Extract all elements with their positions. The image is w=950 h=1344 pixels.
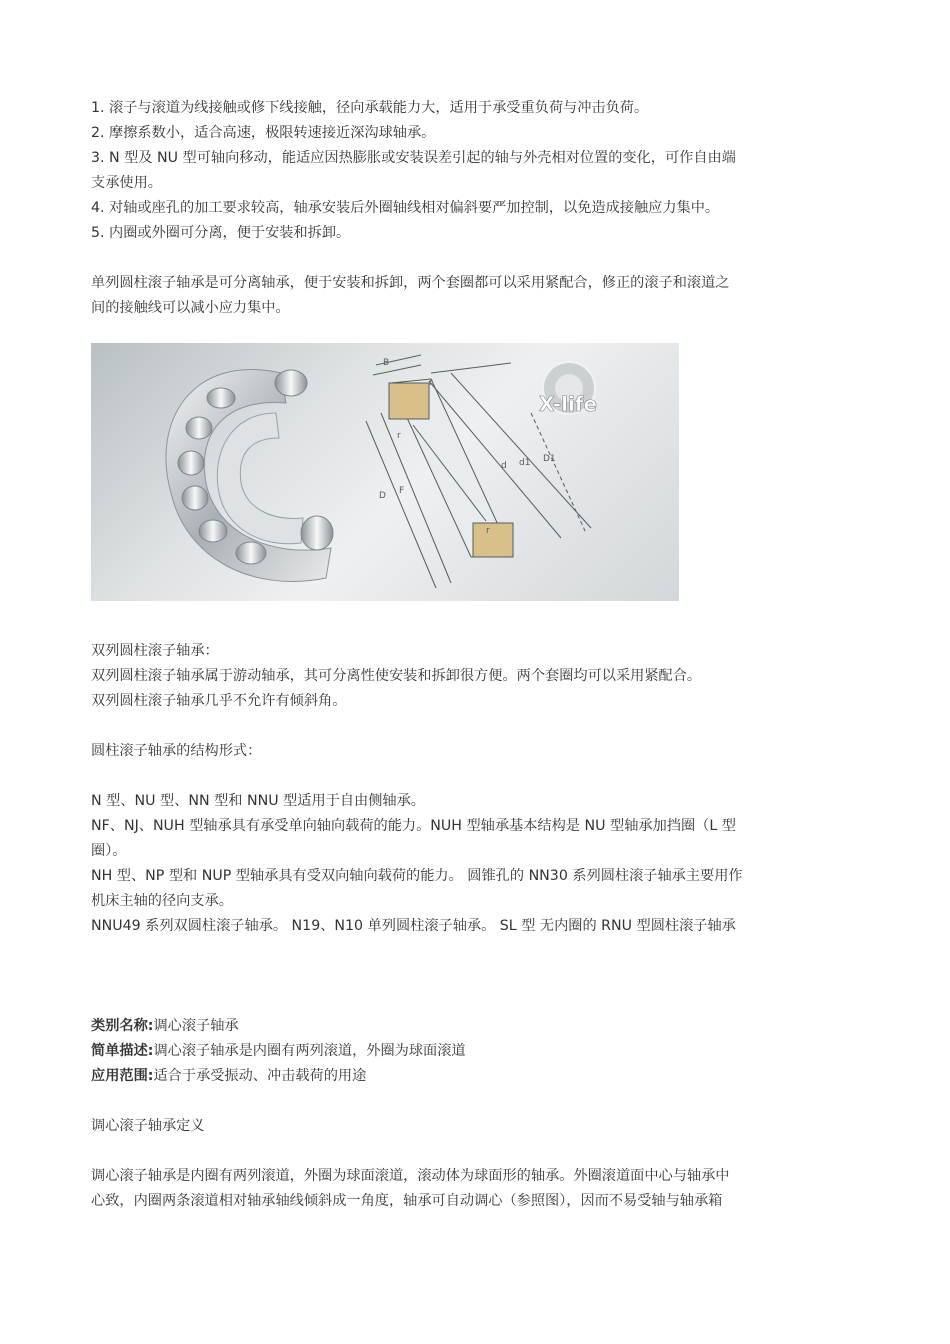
- paragraph-line: NH 型、NP 型和 NUP 型轴承具有受双向轴向载荷的能力。 圆锥孔的 NN30 系列圆柱滚子轴承主要用作: [91, 868, 743, 884]
- paragraph-line: 双列圆柱滚子轴承几乎不允许有倾斜角。: [91, 693, 347, 709]
- list-item: 支承使用。: [91, 175, 162, 191]
- field-value: 调心滚子轴承: [153, 1018, 239, 1034]
- dim-label: D: [379, 491, 386, 501]
- field-label: 类别名称:: [91, 1018, 154, 1034]
- paragraph-line: 圈）。: [91, 843, 127, 859]
- list-item: 2. 摩擦系数小，适合高速，极限转速接近深沟球轴承。: [91, 125, 436, 141]
- list-item: 1. 滚子与滚道为线接触或修下线接触，径向承载能力大，适用于承受重负荷与冲击负荷。: [91, 100, 649, 116]
- paragraph-line: NF、NJ、NUH 型轴承具有承受单向轴向载荷的能力。NUH 型轴承基本结构是 NU 型轴承加挡圈（L 型: [91, 818, 736, 834]
- field-value: 适合于承受振动、冲击载荷的用途: [153, 1068, 367, 1084]
- field-label: 简单描述:: [91, 1043, 154, 1059]
- application-row: [91, 1064, 861, 1089]
- dim-label: d: [501, 461, 507, 471]
- field-label: 应用范围:: [91, 1068, 154, 1084]
- section-heading: 圆柱滚子轴承的结构形式：: [91, 743, 262, 759]
- dim-label: B: [383, 358, 390, 368]
- paragraph-line: 间的接触线可以减小应力集中。: [91, 300, 290, 316]
- svg-text:X-life: X-life: [539, 392, 598, 416]
- category-row: [91, 1014, 861, 1039]
- paragraph-line: 心致，内圈两条滚道相对轴承轴线倾斜成一角度，轴承可自动调心（参照图），因而不易受轴与轴承箱: [91, 1193, 723, 1209]
- paragraph-line: 单列圆柱滚子轴承是可分离轴承，便于安装和拆卸，两个套圈都可以采用紧配合，修正的滚子和滚道之: [91, 275, 730, 291]
- x-life-logo: [539, 362, 597, 416]
- bearing-illustration: [91, 343, 679, 601]
- list-item: 3. N 型及 NU 型可轴向移动，能适应因热膨胀或安装误差引起的轴与外壳相对位置的变化，可作自由端: [91, 150, 736, 166]
- paragraph-line: N 型、NU 型、NN 型和 NNU 型适用于自由侧轴承。: [91, 793, 425, 809]
- paragraph-line: 双列圆柱滚子轴承属于游动轴承，其可分离性使安装和拆卸很方便。两个套圈均可以采用紧配合。: [91, 668, 702, 684]
- dim-label: r: [486, 526, 490, 536]
- paragraph-line: 调心滚子轴承是内圈有两列滚道，外圈为球面滚道，滚动体为球面形的轴承。外圈滚道面中心与轴承中: [91, 1168, 730, 1184]
- document-body: [91, 96, 861, 1214]
- field-value: 调心滚子轴承是内圈有两列滚道，外圈为球面滚道: [153, 1043, 466, 1059]
- paragraph-line: 机床主轴的径向支承。: [91, 893, 233, 909]
- paragraph-line: NNU49 系列双圆柱滚子轴承。 N19、N10 单列圆柱滚子轴承。 SL 型 无内圈的 RNU 型圆柱滚子轴承: [91, 918, 736, 934]
- list-item: 4. 对轴或座孔的加工要求较高，轴承安装后外圈轴线相对偏斜要严加控制，以免造成接触应力集中。: [91, 200, 720, 216]
- bearing-figure: [91, 343, 679, 601]
- dim-label: D1: [543, 454, 556, 464]
- paragraph-line: 双列圆柱滚子轴承：: [91, 643, 219, 659]
- dim-label: r: [429, 378, 433, 388]
- section-heading: 调心滚子轴承定义: [91, 1118, 205, 1134]
- dim-label: d1: [519, 458, 531, 468]
- dim-label: r: [397, 431, 401, 441]
- dim-label: F: [399, 486, 405, 496]
- list-item: 5. 内圈或外圈可分离，便于安装和拆卸。: [91, 225, 351, 241]
- summary-row: [91, 1039, 861, 1064]
